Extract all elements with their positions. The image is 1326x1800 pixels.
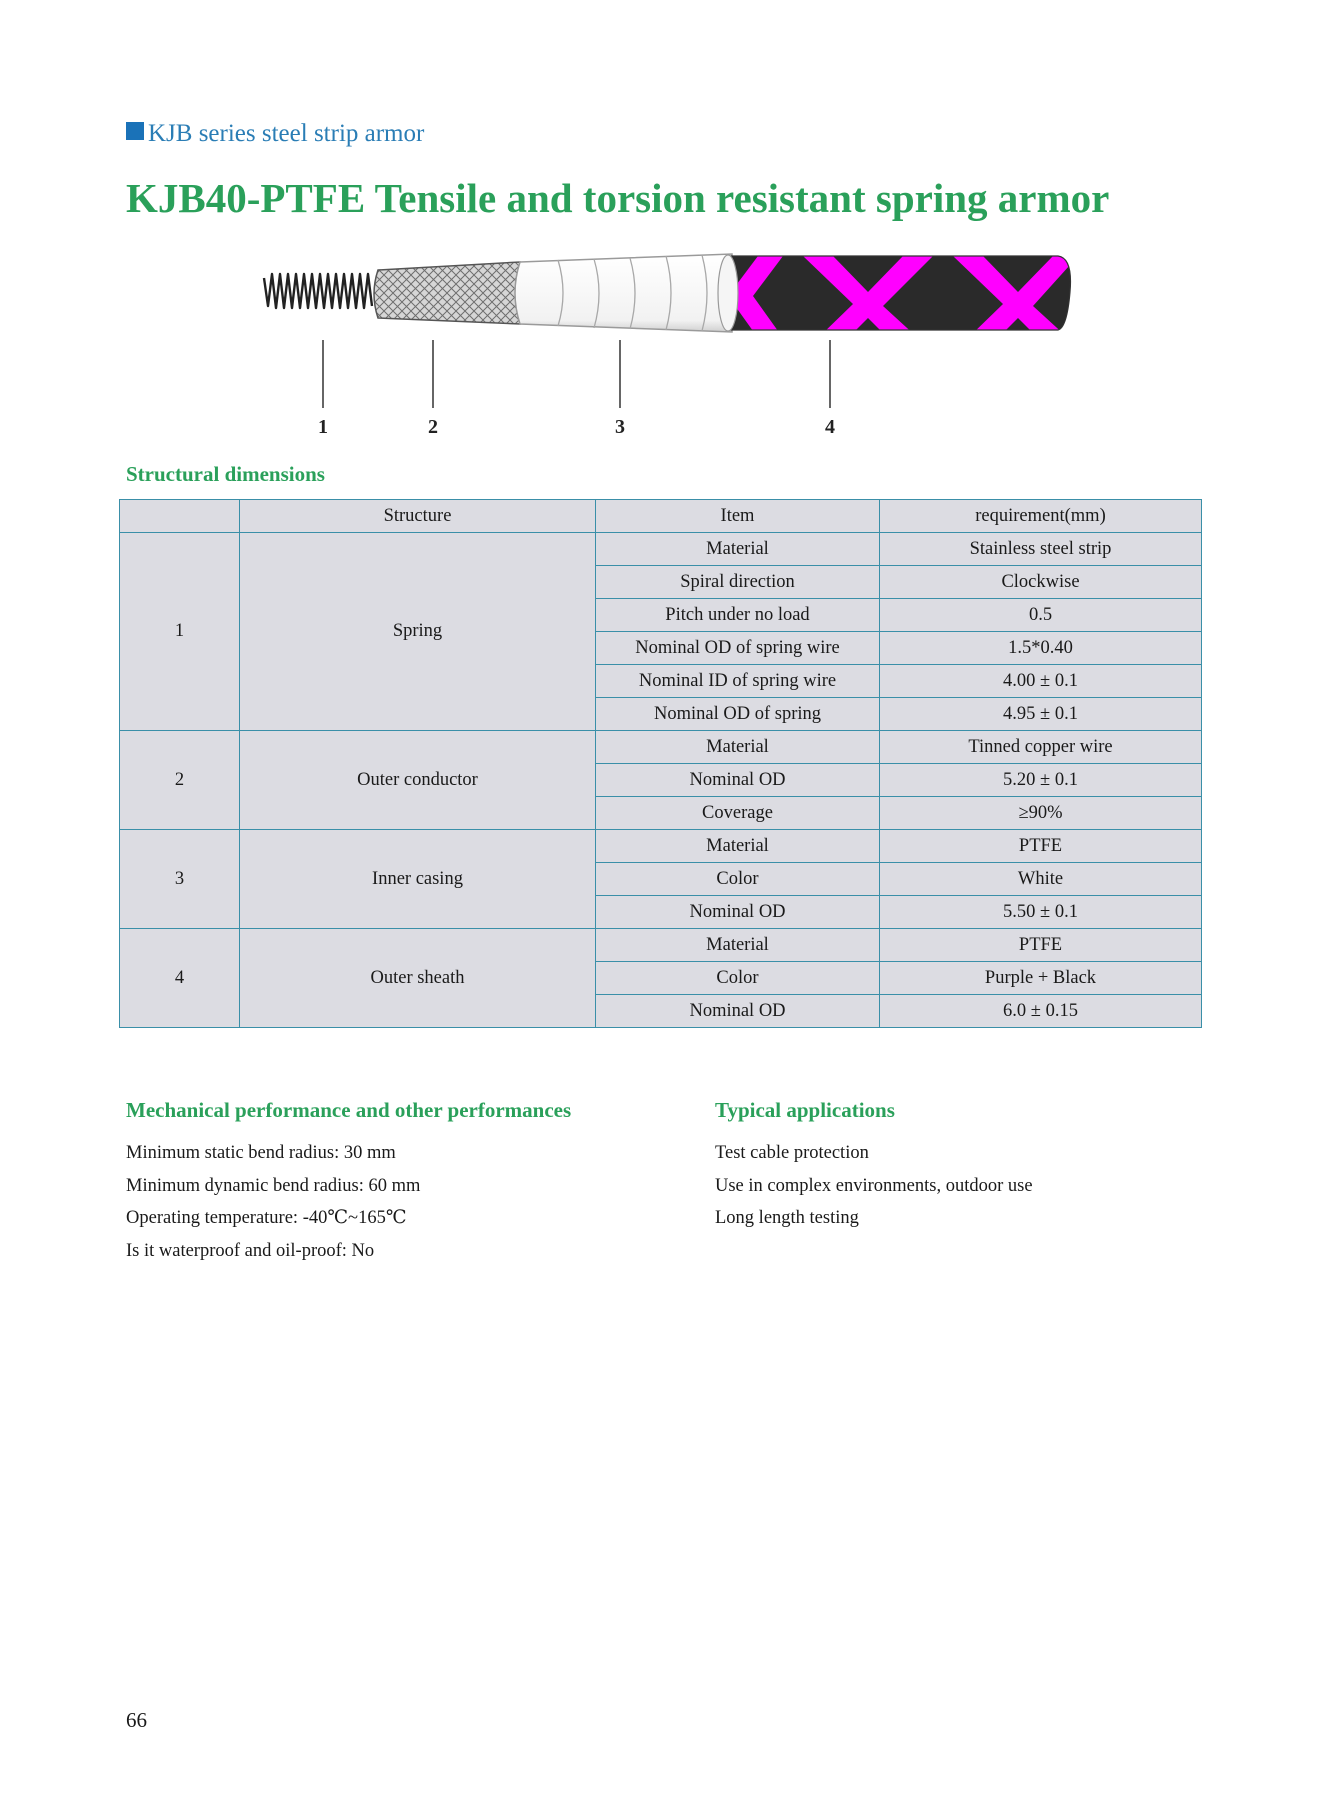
table-row <box>120 830 1202 863</box>
list-item: Operating temperature: -40℃~165℃ <box>126 1208 407 1228</box>
diagram-label: 4 <box>825 416 835 438</box>
diagram-label: 3 <box>615 416 625 438</box>
structural-heading: Structural dimensions <box>126 462 325 486</box>
requirement-cell: 4.00 ± 0.1 <box>880 665 1202 698</box>
mechanical-list <box>126 1137 420 1267</box>
structure-number: 3 <box>120 830 240 929</box>
requirement-cell: 4.95 ± 0.1 <box>880 698 1202 731</box>
spring-coil <box>264 274 372 308</box>
requirement-cell: 0.5 <box>880 599 1202 632</box>
applications-list <box>715 1137 1033 1235</box>
table-header: requirement(mm) <box>880 500 1202 533</box>
item-cell: Nominal OD <box>596 896 880 929</box>
table-header <box>120 500 240 533</box>
item-cell: Material <box>596 731 880 764</box>
structure-number: 4 <box>120 929 240 1028</box>
requirement-cell: White <box>880 863 1202 896</box>
requirement-cell: Clockwise <box>880 566 1202 599</box>
item-cell: Nominal OD <box>596 995 880 1028</box>
requirement-cell: Stainless steel strip <box>880 533 1202 566</box>
table-header: Structure <box>240 500 596 533</box>
structural-dimensions-table <box>119 499 1202 1028</box>
requirement-cell: ≥90% <box>880 797 1202 830</box>
requirement-cell: PTFE <box>880 929 1202 962</box>
table-row <box>120 929 1202 962</box>
table-header-row <box>120 500 1202 533</box>
item-cell: Nominal OD of spring wire <box>596 632 880 665</box>
requirement-cell: PTFE <box>880 830 1202 863</box>
structure-number: 2 <box>120 731 240 830</box>
list-item: Use in complex environments, outdoor use <box>715 1175 1033 1196</box>
item-cell: Material <box>596 830 880 863</box>
item-cell: Spiral direction <box>596 566 880 599</box>
braid-layer <box>374 262 520 324</box>
item-cell: Material <box>596 929 880 962</box>
list-item: Minimum dynamic bend radius: 60 mm <box>126 1175 421 1196</box>
structure-number: 1 <box>120 533 240 731</box>
diagram-label: 2 <box>428 416 438 438</box>
list-item: Is it waterproof and oil-proof: No <box>126 1240 375 1261</box>
item-cell: Color <box>596 863 880 896</box>
outer-sheath-layer <box>718 248 1078 348</box>
requirement-cell: Purple + Black <box>880 962 1202 995</box>
page-number: 66 <box>126 1708 147 1732</box>
structure-name: Inner casing <box>240 830 596 929</box>
item-cell: Nominal OD of spring <box>596 698 880 731</box>
item-cell: Color <box>596 962 880 995</box>
series-heading: KJB series steel strip armor <box>126 120 424 148</box>
item-cell: Coverage <box>596 797 880 830</box>
requirement-cell: 5.50 ± 0.1 <box>880 896 1202 929</box>
item-cell: Nominal OD <box>596 764 880 797</box>
list-item: Minimum static bend radius: 30 mm <box>126 1143 396 1163</box>
list-item: Long length testing <box>715 1208 859 1228</box>
page-title: KJB40-PTFE Tensile and torsion resistant spring armor <box>126 175 1110 221</box>
item-cell: Nominal ID of spring wire <box>596 665 880 698</box>
item-cell: Material <box>596 533 880 566</box>
structure-name: Outer conductor <box>240 731 596 830</box>
structure-name: Spring <box>240 533 596 731</box>
requirement-cell: Tinned copper wire <box>880 731 1202 764</box>
inner-casing-layer <box>515 254 732 332</box>
list-item: Test cable protection <box>715 1143 869 1163</box>
cable-structure-diagram <box>258 248 1078 448</box>
mechanical-heading: Mechanical performance and other performances <box>126 1098 572 1122</box>
item-cell: Pitch under no load <box>596 599 880 632</box>
requirement-cell: 5.20 ± 0.1 <box>880 764 1202 797</box>
table-row <box>120 731 1202 764</box>
structure-name: Outer sheath <box>240 929 596 1028</box>
table-header: Item <box>596 500 880 533</box>
applications-heading: Typical applications <box>715 1098 895 1122</box>
requirement-cell: 1.5*0.40 <box>880 632 1202 665</box>
table-row <box>120 533 1202 566</box>
diagram-label: 1 <box>318 416 328 438</box>
square-bullet-icon <box>126 122 144 140</box>
requirement-cell: 6.0 ± 0.15 <box>880 995 1202 1028</box>
